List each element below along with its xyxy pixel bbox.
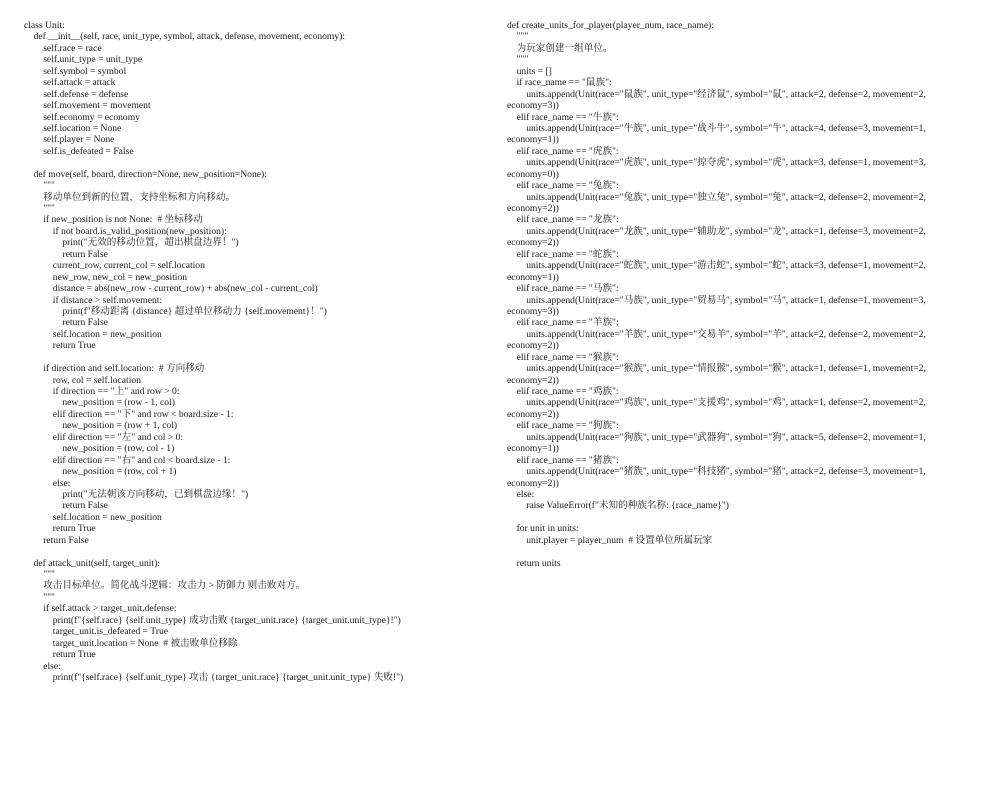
code-line: print("无效的移动位置，超出棋盘边界！")	[24, 237, 239, 249]
code-line: target_unit.is_defeated = True	[24, 626, 169, 638]
code-line: units.append(Unit(race="猴族", unit_type="情报猴", symbol="猴", attack=1, defense=1, movement=2,	[507, 363, 926, 375]
code-line: if self.attack > target_unit.defense:	[24, 603, 177, 615]
code-line: """	[507, 54, 529, 66]
code-line: economy=1))	[507, 443, 559, 455]
code-line: economy=3))	[507, 100, 559, 112]
code-line: if not board.is_valid_position(new_position):	[24, 225, 227, 237]
code-line: def __init__(self, race, unit_type, symbol, attack, defense, movement, economy):	[24, 31, 346, 43]
code-line: units.append(Unit(race="牛族", unit_type="战斗牛", symbol="牛", attack=4, defense=3, movement=1,	[507, 122, 926, 134]
code-line: return False	[24, 248, 108, 260]
code-column-left	[24, 20, 499, 683]
code-line: distance = abs(new_row - current_row) + abs(new_col - current_col)	[24, 283, 318, 295]
code-line: return True	[24, 523, 96, 535]
code-line: elif race_name == "牛族":	[507, 111, 619, 123]
code-line: self.is_defeated = False	[24, 145, 134, 157]
code-line: self.location = new_position	[24, 511, 162, 523]
code-line: new_position = (row - 1, col)	[24, 397, 175, 409]
code-line: print(f"{self.race} {self.unit_type} 成功击败 {target_unit.race} {target_unit.unit_type}!")	[24, 614, 401, 626]
code-line: """	[507, 31, 529, 43]
code-column-right	[507, 20, 987, 569]
code-line: if race_name == "鼠族":	[507, 77, 612, 89]
code-line: units.append(Unit(race="龙族", unit_type="辅助龙", symbol="龙", attack=1, defense=3, movement=2,	[507, 225, 926, 237]
code-line: elif direction == "左" and col > 0:	[24, 431, 184, 443]
code-line	[507, 546, 987, 557]
code-line: row, col = self.location	[24, 374, 141, 386]
code-line: elif race_name == "狗族":	[507, 420, 619, 432]
code-line: raise ValueError(f"未知的种族名称: {race_name}")	[507, 500, 729, 512]
code-line: self.defense = defense	[24, 88, 129, 100]
code-line: class Unit:	[24, 20, 65, 31]
code-line: self.symbol = symbol	[24, 65, 127, 77]
code-line: else:	[24, 660, 61, 672]
code-line: economy=1))	[507, 134, 559, 146]
code-line: economy=2))	[507, 477, 559, 489]
code-line: elif race_name == "兔族":	[507, 180, 619, 192]
code-line: elif race_name == "羊族":	[507, 317, 619, 329]
code-line: economy=1))	[507, 271, 559, 283]
code-line: return True	[24, 340, 96, 352]
code-line: if distance > self.movement:	[24, 294, 163, 306]
code-line: print(f"{self.race} {self.unit_type} 攻击 {target_unit.race} {target_unit.unit_type} 失败!")	[24, 671, 404, 683]
code-line: units.append(Unit(race="兔族", unit_type="独立兔", symbol="兔", attack=2, defense=2, movement=2,	[507, 191, 926, 203]
code-line: new_position = (row, col + 1)	[24, 466, 177, 478]
code-line: self.movement = movement	[24, 100, 151, 112]
code-line: current_row, current_col = self.location	[24, 260, 205, 272]
code-line: new_row, new_col = new_position	[24, 271, 188, 283]
code-line: return True	[24, 649, 96, 661]
code-line: units.append(Unit(race="马族", unit_type="贸易马", symbol="马", attack=1, defense=1, movement=3,	[507, 294, 926, 306]
code-line: new_position = (row + 1, col)	[24, 420, 178, 432]
code-line: economy=0))	[507, 168, 559, 180]
code-line	[24, 546, 499, 557]
code-line: """	[24, 591, 55, 603]
code-line: units.append(Unit(race="猪族", unit_type="科技猪", symbol="猪", attack=2, defense=3, movement=1,	[507, 466, 926, 478]
code-line	[507, 512, 987, 523]
code-line: self.unit_type = unit_type	[24, 54, 143, 66]
code-line: units.append(Unit(race="鼠族", unit_type="经济鼠", symbol="鼠", attack=2, defense=2, movement=2,	[507, 88, 926, 100]
code-line: 为玩家创建一组单位。	[507, 42, 613, 54]
code-line: self.player = None	[24, 134, 115, 146]
code-line: for unit in units:	[507, 523, 579, 535]
code-line: else:	[507, 488, 535, 500]
code-line: if direction == "上" and row > 0:	[24, 386, 180, 397]
code-line: print("无法朝该方向移动，已到棋盘边缘！")	[24, 488, 249, 500]
code-line: economy=2))	[507, 374, 559, 386]
code-line: self.race = race	[24, 42, 102, 54]
code-line: return False	[24, 534, 89, 546]
code-line: """	[24, 180, 55, 192]
code-line: economy=3))	[507, 305, 559, 317]
code-line: """	[24, 569, 55, 580]
code-line: economy=2))	[507, 237, 559, 249]
code-line: economy=2))	[507, 203, 559, 214]
code-line: elif race_name == "猪族":	[507, 454, 619, 466]
code-line: units.append(Unit(race="羊族", unit_type="交易羊", symbol="羊", attack=2, defense=2, movement=2,	[507, 328, 926, 340]
code-line: return units	[507, 557, 561, 569]
code-line: """	[24, 203, 55, 214]
code-line: elif race_name == "蛇族":	[507, 248, 619, 260]
code-line	[24, 157, 499, 168]
code-line: if direction and self.location: # 方向移动	[24, 363, 205, 375]
code-line: def move(self, board, direction=None, new_position=None):	[24, 168, 267, 180]
code-line: def attack_unit(self, target_unit):	[24, 557, 160, 569]
code-line: economy=2))	[507, 408, 559, 420]
code-line: elif race_name == "鸡族":	[507, 386, 619, 397]
code-line: elif race_name == "马族":	[507, 283, 619, 295]
code-line: 移动单位到新的位置，支持坐标和方向移动。	[24, 191, 236, 203]
code-line: if new_position is not None: # 坐标移动	[24, 214, 203, 226]
code-line: 攻击目标单位。简化战斗逻辑：攻击力 > 防御力 则击败对方。	[24, 580, 306, 592]
code-line: unit.player = player_num # 设置单位所属玩家	[507, 534, 713, 546]
code-line: units.append(Unit(race="鸡族", unit_type="支援鸡", symbol="鸡", attack=1, defense=2, movement=2,	[507, 397, 926, 409]
code-line: elif direction == "右" and col < board.size - 1:	[24, 454, 231, 466]
code-line: print(f"移动距离 {distance} 超过单位移动力 {self.movement}！")	[24, 305, 327, 317]
code-line	[24, 352, 499, 363]
code-line: self.attack = attack	[24, 77, 116, 89]
code-line: target_unit.location = None # 被击败单位移除	[24, 637, 238, 649]
code-line: else:	[24, 477, 71, 489]
code-line: def create_units_for_player(player_num, race_name):	[507, 20, 714, 31]
code-line: units.append(Unit(race="虎族", unit_type="掠夺虎", symbol="虎", attack=3, defense=1, movement=3,	[507, 157, 926, 169]
code-line: elif direction == "下" and row < board.size - 1:	[24, 408, 234, 420]
code-line: return False	[24, 317, 108, 329]
code-line: units.append(Unit(race="狗族", unit_type="武器狗", symbol="狗", attack=5, defense=2, movement=1,	[507, 431, 926, 443]
code-line: return False	[24, 500, 108, 512]
code-line: self.economy = economy	[24, 111, 140, 123]
code-line: self.location = new_position	[24, 328, 162, 340]
code-line: economy=2))	[507, 340, 559, 352]
code-line: units.append(Unit(race="蛇族", unit_type="游击蛇", symbol="蛇", attack=3, defense=1, movement=2,	[507, 260, 926, 272]
code-line: units = []	[507, 65, 552, 77]
code-line: self.location = None	[24, 122, 122, 134]
code-line: elif race_name == "龙族":	[507, 214, 619, 226]
code-line: elif race_name == "虎族":	[507, 145, 619, 157]
code-line: elif race_name == "猴族":	[507, 351, 619, 363]
code-line: new_position = (row, col - 1)	[24, 443, 175, 455]
